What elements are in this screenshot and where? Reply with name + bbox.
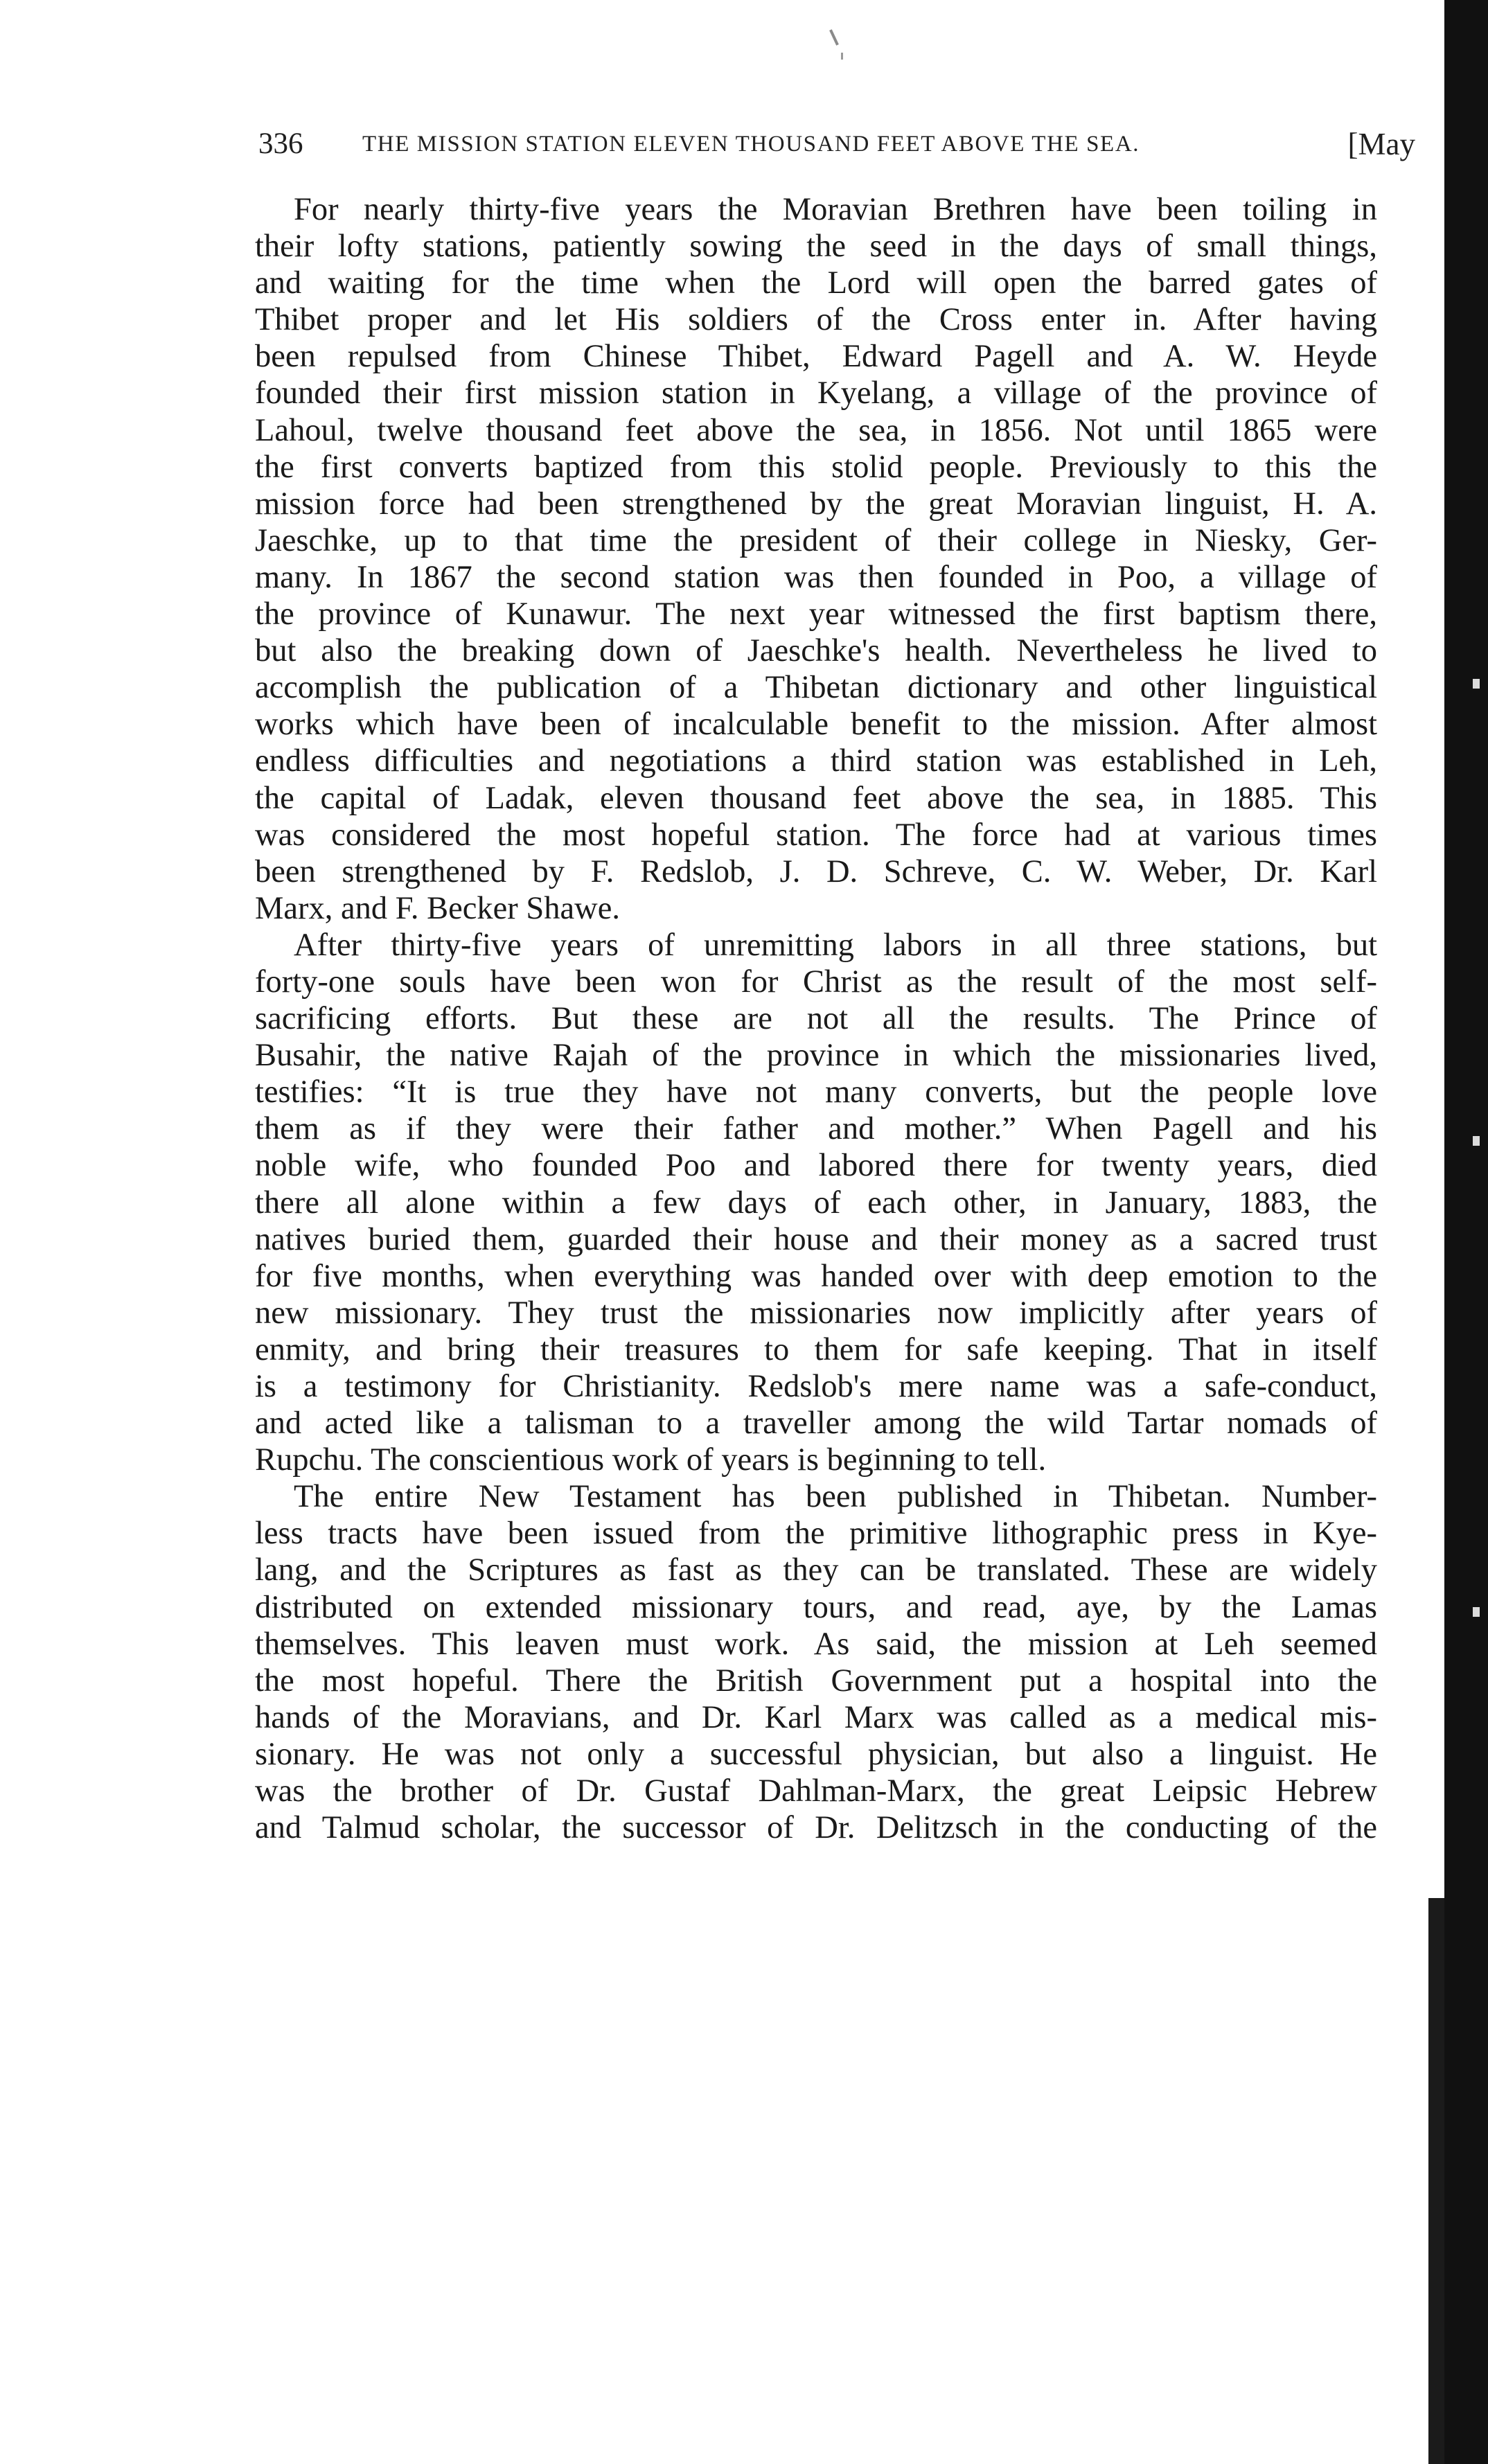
text-line: the capital of Ladak, eleven thousand feet above the sea, in 1885. This [255,780,1377,816]
text-line: themselves. This leaven must work. As said, the mission at Leh seemed [255,1626,1377,1662]
text-line: founded their first mission station in Kyelang, a village of the province of [255,375,1377,411]
text-line: distributed on extended missionary tours, and read, aye, by the Lamas [255,1589,1377,1625]
running-title: THE MISSION STATION ELEVEN THOUSAND FEET ABOVE THE SEA. [362,132,1140,157]
text-line: many. In 1867 the second station was then founded in Poo, a village of [255,559,1377,595]
text-line: forty-one souls have been won for Christ as the result of the most self- [255,964,1377,1000]
text-line: less tracts have been issued from the primitive lithographic press in Kye- [255,1516,1377,1552]
stray-ink-mark [829,29,839,45]
text-line: new missionary. They trust the missionaries now implicitly after years of [255,1295,1377,1331]
text-line: endless difficulties and negotiations a third station was established in Leh, [255,743,1377,779]
text-line: been repulsed from Chinese Thibet, Edward Pagell and A. W. Heyde [255,339,1377,375]
text-line: been strengthened by F. Redslob, J. D. Schreve, C. W. Weber, Dr. Karl [255,853,1377,889]
text-line: enmity, and bring their treasures to them for safe keeping. That in itself [255,1331,1377,1367]
text-line: After thirty-five years of unremitting labors in all three stations, but [294,927,1377,963]
text-line: the first converts baptized from this stolid people. Previously to this the [255,449,1377,485]
body-text [255,191,1377,1846]
edge-speckle [1473,1607,1480,1617]
text-line: their lofty stations, patiently sowing the seed in the days of small things, [255,229,1377,265]
text-line: was the brother of Dr. Gustaf Dahlman-Marx, the great Leipsic Hebrew [255,1773,1377,1809]
text-line: there all alone within a few days of each other, in January, 1883, the [255,1185,1377,1221]
text-line: and Talmud scholar, the successor of Dr. Delitzsch in the conducting of the [255,1810,1377,1846]
text-line: the most hopeful. There the British Government put a hospital into the [255,1663,1377,1699]
text-line: natives buried them, guarded their house and their money as a sacred trust [255,1221,1377,1257]
text-line: The entire New Testament has been published in Thibetan. Number- [294,1479,1377,1515]
text-line: and waiting for the time when the Lord will open the barred gates of [255,265,1377,301]
stray-ink-dot [841,53,843,60]
text-line: was considered the most hopeful station. The force had at various times [255,817,1377,853]
text-line: mission force had been strengthened by the great Moravian linguist, H. A. [255,486,1377,522]
text-line: Thibet proper and let His soldiers of the Cross enter in. After having [255,302,1377,338]
text-line: noble wife, who founded Poo and labored there for twenty years, died [255,1148,1377,1184]
text-line: For nearly thirty-five years the Moravian Brethren have been toiling in [294,192,1377,227]
page-number: 336 [258,127,303,160]
text-line: testifies: “It is true they have not many converts, but the people love [255,1074,1377,1110]
text-line: and acted like a talisman to a traveller among the wild Tartar nomads of [255,1406,1377,1442]
text-line: is a testimony for Christianity. Redslob's mere name was a safe-conduct, [255,1369,1377,1404]
text-line: Jaeschke, up to that time the president of their college in Niesky, Ger- [255,522,1377,558]
text-line: them as if they were their father and mother.” When Pagell and his [255,1111,1377,1147]
edge-speckle [1473,679,1480,689]
text-line: Busahir, the native Rajah of the province in which the missionaries lived, [255,1038,1377,1074]
text-line: Lahoul, twelve thousand feet above the sea, in 1856. Not until 1865 were [255,412,1377,448]
text-line: accomplish the publication of a Thibetan dictionary and other linguistical [255,670,1377,706]
text-line: works which have been of incalculable benefit to the mission. After almost [255,707,1377,743]
text-line: Rupchu. The conscientious work of years is beginning to tell. [255,1442,1047,1478]
running-month: [May [1347,127,1415,161]
running-head [258,123,1415,165]
text-line: Marx, and F. Becker Shawe. [255,890,621,926]
text-line: sacrificing efforts. But these are not all the results. The Prince of [255,1001,1377,1037]
text-line: but also the breaking down of Jaeschke's health. Nevertheless he lived to [255,633,1377,669]
text-line: hands of the Moravians, and Dr. Karl Marx was called as a medical mis- [255,1699,1377,1735]
text-line: sionary. He was not only a successful physician, but also a linguist. He [255,1736,1377,1772]
page-edge-scan-border [1444,0,1488,2464]
edge-speckle [1473,1136,1480,1146]
text-line: for five months, when everything was handed over with deep emotion to the [255,1258,1377,1294]
text-line: the province of Kunawur. The next year witnessed the first baptism there, [255,596,1377,632]
text-line: lang, and the Scriptures as fast as they can be translated. These are widely [255,1552,1377,1588]
